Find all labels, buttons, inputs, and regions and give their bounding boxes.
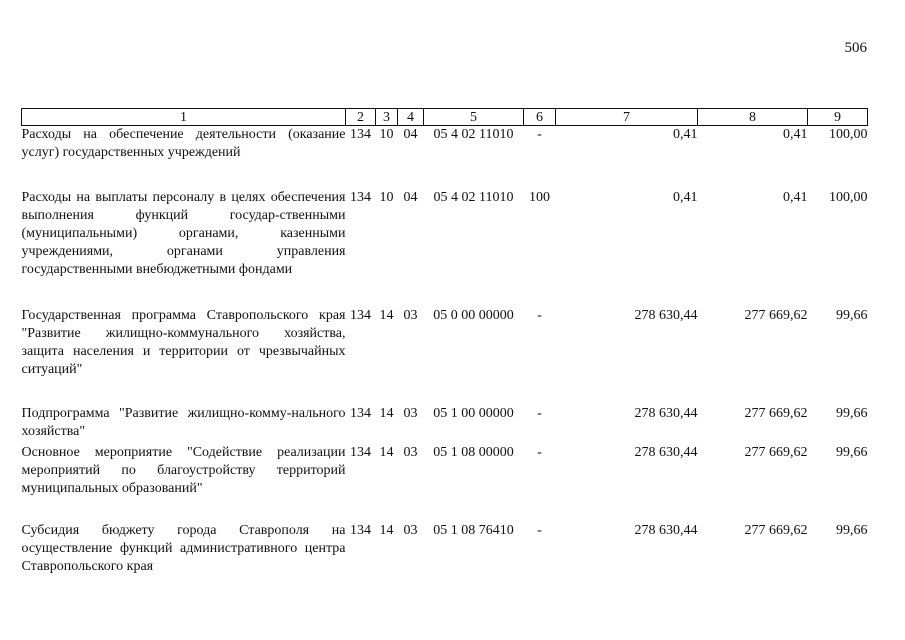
row-planned: 0,41	[673, 189, 698, 205]
page-number: 506	[844, 40, 867, 56]
row-expense-type: -	[537, 444, 542, 460]
row-target-code: 05 1 08 00000	[433, 444, 514, 460]
table-row	[22, 522, 868, 580]
row-section-code: 10	[379, 127, 394, 142]
row-name: Расходы на обеспечение деятельности (оказание услуг) государственных учреждений	[21, 127, 346, 160]
row-name: Государственная программа Ставропольского края "Развитие жилищно-коммунального хозяйства, защита населения и территории от чрезвычайных ситуаций"	[21, 307, 346, 377]
row-section-code: 14	[379, 444, 394, 460]
row-planned: 278 630,44	[634, 522, 698, 538]
budget-table	[21, 108, 868, 580]
row-name: Расходы на выплаты персоналу в целях обеспечения выполнения функций государ-ственными (муниципальными) органами, казенными учреждениями, органами управления государственными внебюджетными фондами	[21, 189, 346, 277]
row-name: Основное мероприятие "Содействие реализации мероприятий по благоустройству территорий муниципальных образований"	[21, 444, 346, 496]
row-subsection-code: 04	[403, 127, 418, 142]
col-header-2: 2	[346, 109, 376, 126]
row-ministry-code: 134	[350, 405, 371, 421]
row-planned: 278 630,44	[634, 405, 698, 421]
row-target-code: 05 1 08 76410	[433, 522, 514, 538]
row-section-code: 14	[379, 307, 394, 323]
row-target-code: 05 4 02 11010	[433, 189, 514, 205]
row-planned: 278 630,44	[634, 444, 698, 460]
table-row	[22, 189, 868, 307]
col-header-7: 7	[556, 109, 698, 126]
row-target-code: 05 4 02 11010	[433, 127, 514, 142]
row-expense-type: -	[537, 307, 542, 323]
table-row	[22, 405, 868, 444]
row-executed: 0,41	[783, 189, 808, 205]
row-section-code: 14	[379, 522, 394, 538]
row-ministry-code: 134	[350, 444, 371, 460]
row-planned: 278 630,44	[634, 307, 698, 323]
row-subsection-code: 04	[403, 189, 418, 205]
row-planned: 0,41	[673, 127, 698, 142]
row-expense-type: 100	[529, 189, 550, 205]
column-number-row	[22, 109, 868, 126]
row-subsection-code: 03	[403, 444, 418, 460]
row-executed: 277 669,62	[744, 307, 808, 323]
row-expense-type: -	[537, 522, 542, 538]
row-executed: 277 669,62	[744, 522, 808, 538]
row-ministry-code: 134	[350, 307, 371, 323]
row-subsection-code: 03	[403, 307, 418, 323]
row-expense-type: -	[537, 127, 542, 142]
col-header-4: 4	[398, 109, 424, 126]
col-header-8: 8	[698, 109, 808, 126]
row-ministry-code: 134	[350, 189, 371, 205]
row-name: Подпрограмма "Развитие жилищно-комму-нального хозяйства"	[21, 405, 346, 439]
col-header-9: 9	[808, 109, 868, 126]
row-subsection-code: 03	[403, 522, 418, 538]
col-header-6: 6	[524, 109, 556, 126]
row-ministry-code: 134	[350, 127, 371, 142]
table-row	[22, 126, 868, 189]
row-executed: 277 669,62	[744, 444, 808, 460]
row-percent: 99,66	[836, 405, 868, 421]
table-row	[22, 444, 868, 522]
row-target-code: 05 0 00 00000	[433, 307, 514, 323]
row-percent: 99,66	[836, 522, 868, 538]
row-section-code: 14	[379, 405, 394, 421]
col-header-5: 5	[424, 109, 524, 126]
col-header-1: 1	[22, 109, 346, 126]
row-ministry-code: 134	[350, 522, 371, 538]
row-section-code: 10	[379, 189, 394, 205]
row-target-code: 05 1 00 00000	[433, 405, 514, 421]
row-percent: 99,66	[836, 307, 868, 323]
row-subsection-code: 03	[403, 405, 418, 421]
row-percent: 99,66	[836, 444, 868, 460]
row-executed: 0,41	[783, 127, 808, 142]
row-executed: 277 669,62	[744, 405, 808, 421]
table-row	[22, 307, 868, 405]
row-expense-type: -	[537, 405, 542, 421]
row-percent: 100,00	[829, 127, 868, 142]
col-header-3: 3	[376, 109, 398, 126]
row-percent: 100,00	[829, 189, 868, 205]
row-name: Субсидия бюджету города Ставрополя на осуществление функций административного центра Ставропольского края	[21, 522, 346, 574]
